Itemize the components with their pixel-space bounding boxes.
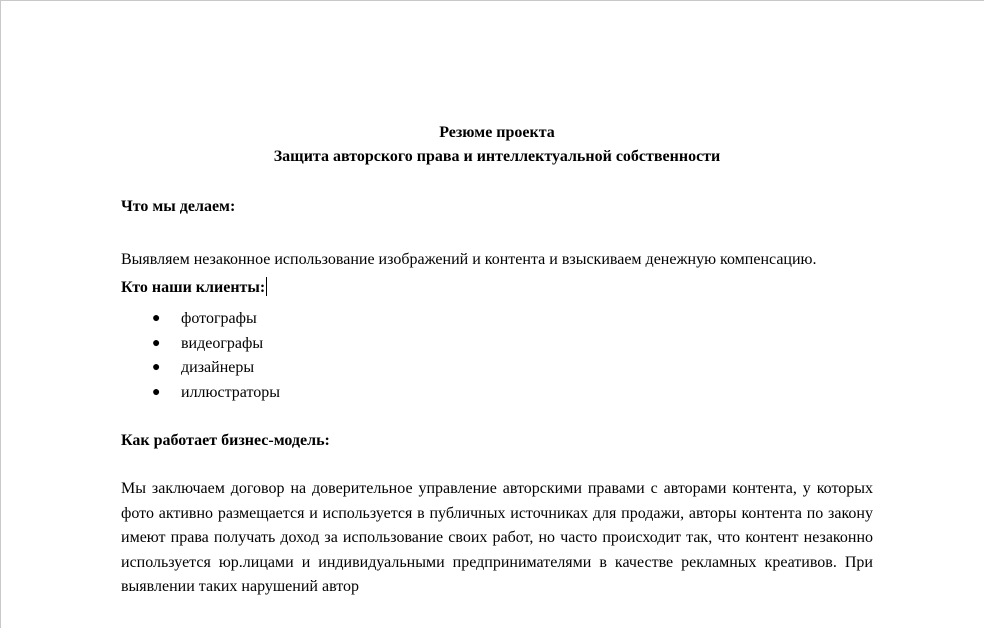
spacer — [121, 169, 873, 195]
clients-list — [121, 307, 873, 405]
spacer — [121, 219, 873, 243]
section-heading-model: Как работает бизнес-модель: — [121, 432, 330, 449]
section-text-what: Выявляем незаконное использование изображений и контента и взыскиваем денежную компенсацию. — [121, 251, 817, 268]
bullet-icon: ● — [152, 384, 161, 400]
list-item-label: фотографы — [181, 310, 257, 327]
bullet-icon: ● — [152, 311, 161, 326]
section-heading-clients — [121, 276, 873, 300]
document-subtitle: Защита авторского права и интеллектуальной собственности — [273, 148, 721, 165]
list-item — [121, 381, 873, 406]
spacer — [121, 405, 873, 429]
document-body — [121, 121, 873, 600]
list-item-label: видеографы — [181, 334, 264, 352]
list-item — [121, 356, 873, 381]
spacer — [121, 300, 873, 307]
section-heading-clients-label: Кто наши клиенты: — [121, 279, 266, 296]
list-item-label: иллюстраторы — [181, 383, 280, 401]
bullet-icon: ● — [152, 335, 161, 351]
section-text-model: Мы заключаем договор на доверительное управление авторскими правами с авторами контента, у которых фото активно размещается и используется в публичных источниках для продажи, авторы контента по закону имеют права получать доход за использование своих работ, но часто происходит так, что контент незаконно используется юр.лицами и индивидуальными предпринимателями в качестве рекламных креативов. При выявлении таких нарушений автор — [121, 480, 873, 595]
list-item — [121, 332, 873, 357]
bullet-icon: ● — [152, 360, 161, 375]
text-cursor — [266, 277, 267, 296]
list-item — [121, 307, 873, 332]
section-heading-what: Что мы делаем: — [121, 198, 236, 215]
spacer — [121, 453, 873, 477]
document-title: Резюме проекта — [439, 124, 555, 141]
list-item-label: дизайнеры — [181, 359, 255, 376]
